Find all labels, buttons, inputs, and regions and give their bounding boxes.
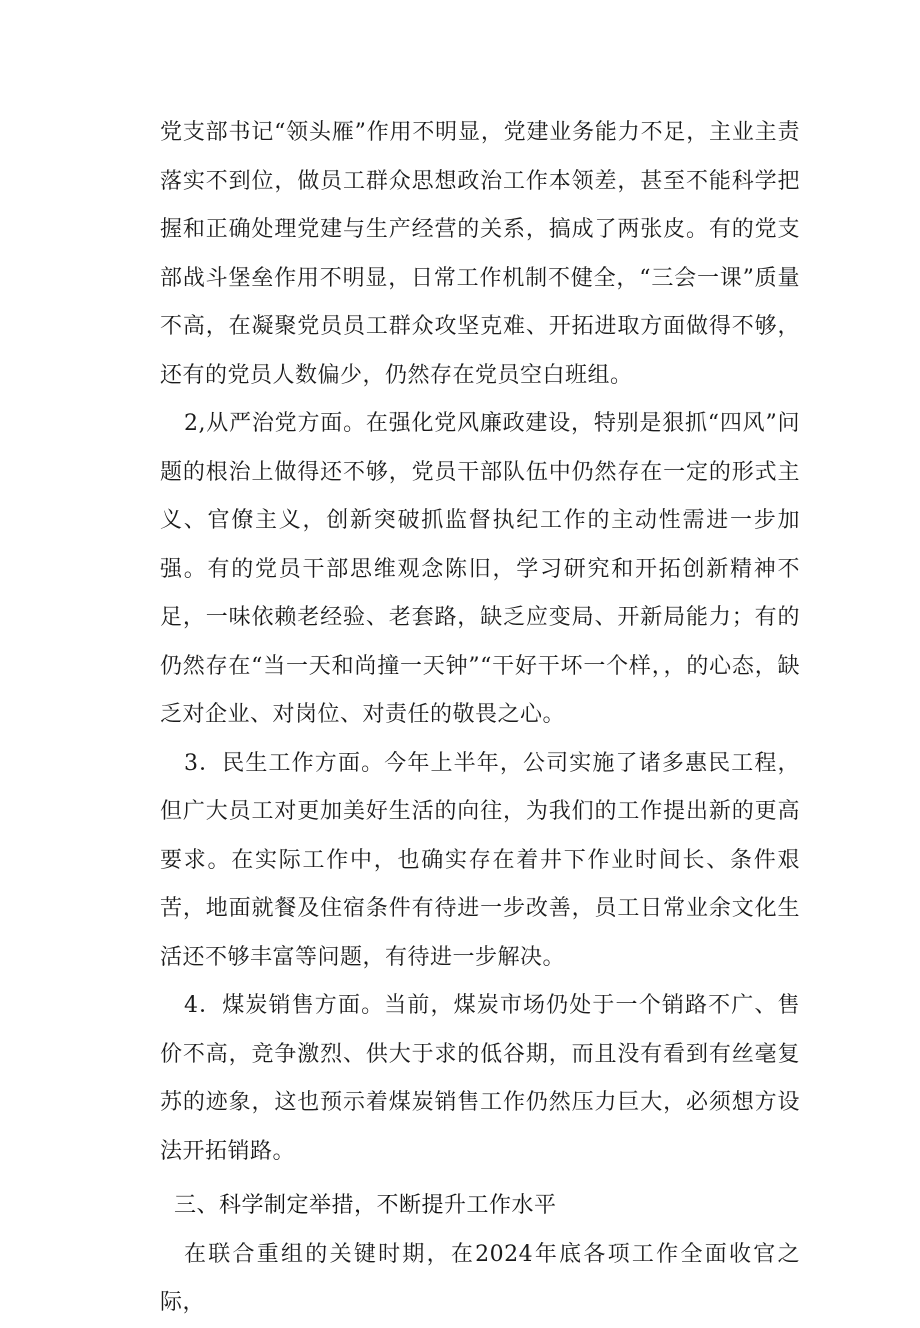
paragraph-restructuring: 在联合重组的关键时期，在2024年底各项工作全面收官之际，: [160, 1241, 800, 1315]
paragraph-livelihood-work: 3．民生工作方面。今年上半年，公司实施了诸多惠民工程，但广大员工对更加美好生活的向往，为我们的工作提出新的更高要求。在实际工作中，也确实存在着井下作业时间长、条件艰苦，地面就餐及住宿条件有待进一步改善，员工日常业余文化生活还不够丰富等问题，有待进一步解决。: [160, 750, 800, 970]
document-body: [160, 109, 800, 1328]
section-heading-three: 三、科学制定举措，不断提升工作水平: [174, 1193, 557, 1218]
paragraph-party-branch-issues: 党支部书记“领头雁”作用不明显，党建业务能力不足，主业主责落实不到位，做员工群众思想政治工作本领差，甚至不能科学把握和正确处理党建与生产经营的关系，搞成了两张皮。有的党支部战斗堡垒作用不明显，日常工作机制不健全，“三会一课”质量不高，在凝聚党员员工群众攻坚克难、开拓进取方面做得不够，还有的党员人数偏少，仍然存在党员空白班组。: [160, 120, 800, 388]
paragraph-coal-sales: 4．煤炭销售方面。当前，煤炭市场仍处于一个销路不广、售价不高，竞争激烈、供大于求的低谷期，而且没有看到有丝毫复苏的迹象，这也预示着煤炭销售工作仍然压力巨大，必须想方设法开拓销路。: [160, 993, 800, 1164]
paragraph-strict-governance: 2,从严治党方面。在强化党风廉政建设，特别是狠抓“四风”问题的根治上做得还不够，党员干部队伍中仍然存在一定的形式主义、官僚主义，创新突破抓监督执纪工作的主动性需进一步加强。有的党员干部思维观念陈旧，学习研究和开拓创新精神不足，一味依赖老经验、老套路，缺乏应变局、开新局能力；有的仍然存在“当一天和尚撞一天钟”“干好干坏一个样，，的心态，缺乏对企业、对岗位、对责任的敬畏之心。: [160, 411, 800, 727]
